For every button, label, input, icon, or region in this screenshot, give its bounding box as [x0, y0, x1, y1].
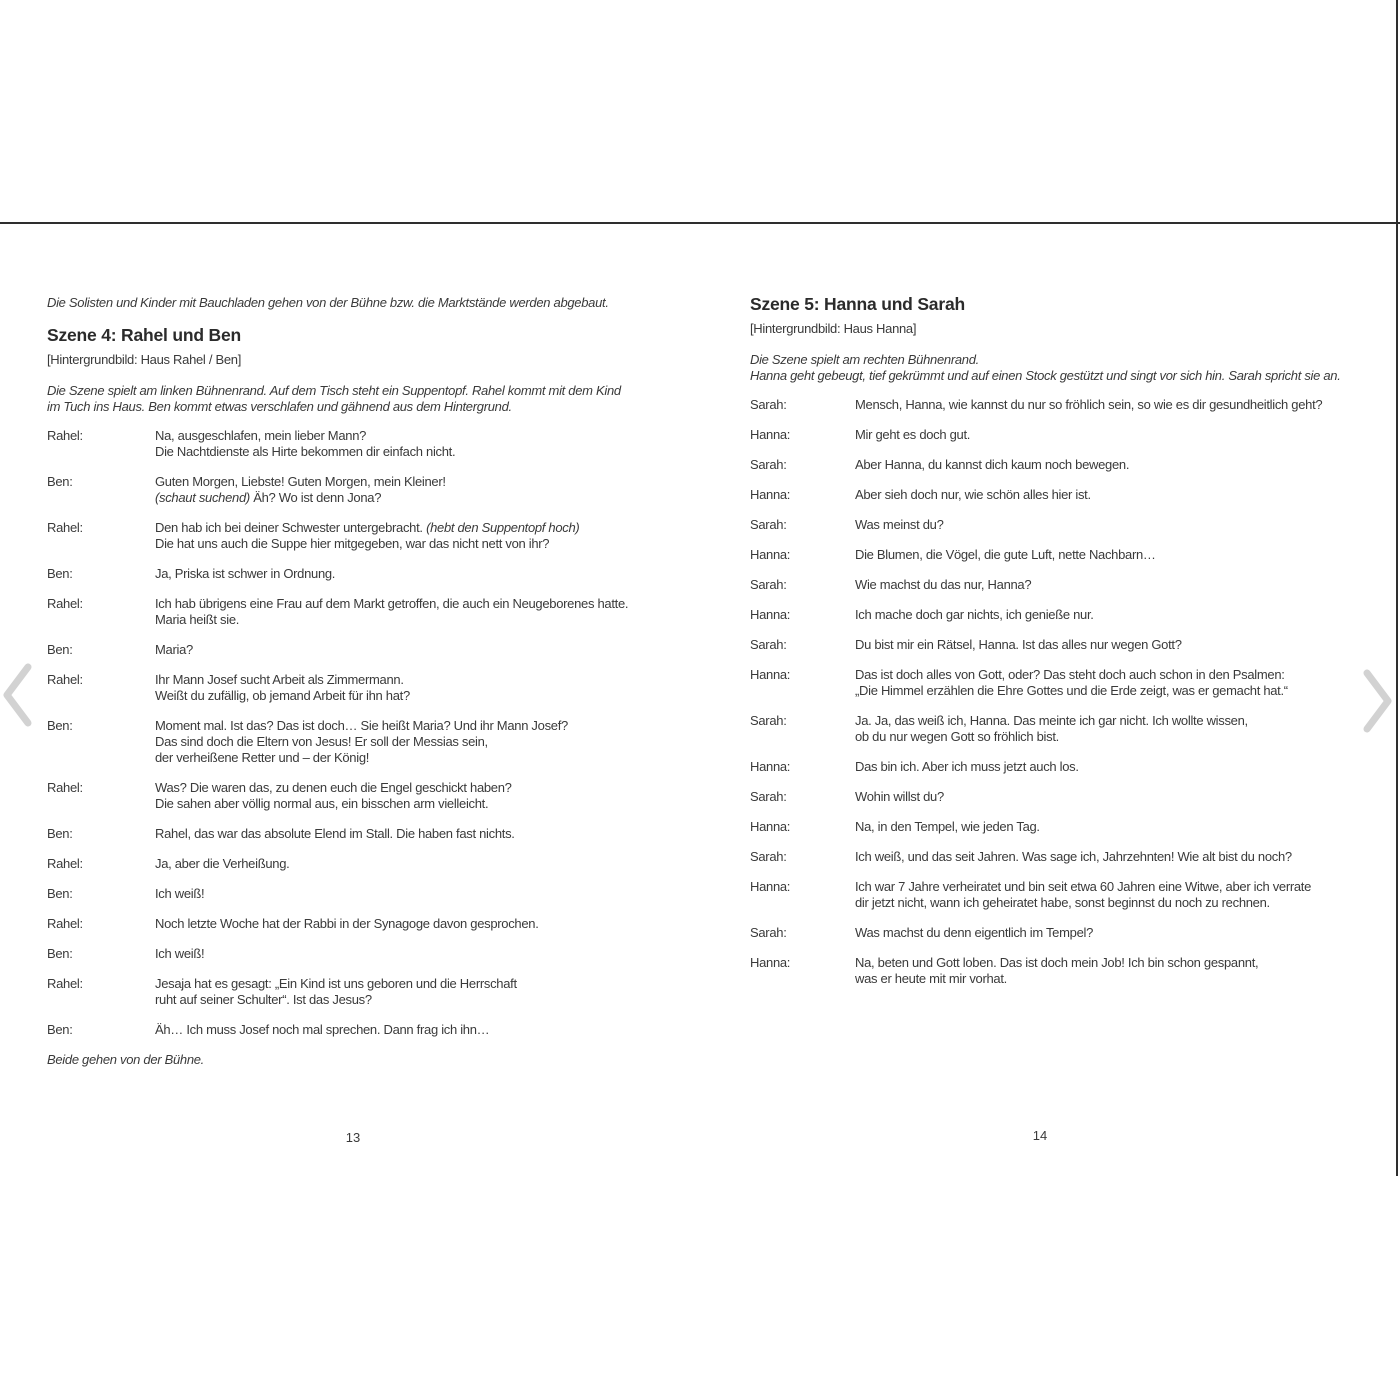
dialogue-text: [855, 517, 1350, 533]
dialogue-row: [750, 607, 1350, 623]
speaker-label: Sarah:: [750, 849, 787, 864]
dialogue-row: [750, 759, 1350, 775]
dialogue-line: Rahel, das war das absolute Elend im Stall. Die haben fast nichts.: [155, 826, 515, 841]
speaker-label: Hanna:: [750, 667, 791, 682]
speaker-label: Ben:: [47, 566, 73, 581]
dialogue-line: Das ist doch alles von Gott, oder? Das steht doch auch schon in den Psalmen:: [855, 667, 1285, 682]
dialogue-row: [750, 713, 1350, 745]
speaker-label: Rahel:: [47, 428, 83, 443]
dialogue-row: [750, 879, 1350, 911]
speaker-label: Ben:: [47, 1022, 73, 1037]
dialogue-text: [155, 642, 687, 658]
dialogue-row: [750, 547, 1350, 563]
dialogue-text: [155, 780, 687, 812]
dialogue-line: Die hat uns auch die Suppe hier mitgegeben, war das nicht nett von ihr?: [155, 536, 550, 551]
speaker-label: Hanna:: [750, 759, 791, 774]
scene-direction: [47, 383, 687, 415]
dialogue-line: Ich hab übrigens eine Frau auf dem Markt getroffen, die auch ein Neugeborenes hatte.: [155, 596, 629, 611]
dialogue-row: [47, 566, 687, 582]
speaker-label: Sarah:: [750, 457, 787, 472]
speaker-label: Ben:: [47, 474, 73, 489]
chevron-right-icon: [1360, 666, 1394, 736]
dialogue-line: Mensch, Hanna, wie kannst du nur so fröhlich sein, so wie es dir gesundheitlich geht?: [855, 397, 1323, 412]
dialogue-text: [855, 637, 1350, 653]
dialogue-line: Wie machst du das nur, Hanna?: [855, 577, 1032, 592]
dialogue-list: [750, 397, 1350, 987]
dialogue-line: Maria?: [155, 642, 193, 657]
dialogue-line: Ihr Mann Josef sucht Arbeit als Zimmermann.: [155, 672, 404, 687]
speaker-label: Hanna:: [750, 487, 791, 502]
dialogue-row: [47, 596, 687, 628]
dialogue-text: [855, 577, 1350, 593]
dialogue-row: [47, 672, 687, 704]
dialogue-line: Ich weiß, und das seit Jahren. Was sage ich, Jahrzehnten! Wie alt bist du noch?: [855, 849, 1292, 864]
speaker-label: Sarah:: [750, 577, 787, 592]
dialogue-row: [750, 925, 1350, 941]
dialogue-row: [47, 642, 687, 658]
background-image-note: [Hintergrundbild: Haus Hanna]: [750, 321, 917, 336]
dialogue-line: „Die Himmel erzählen die Ehre Gottes und die Erde zeigt, was er gemacht hat.“: [855, 683, 1288, 698]
chevron-left-icon: [1, 660, 35, 730]
dialogue-line: Das sind doch die Eltern von Jesus! Er soll der Messias sein,: [155, 734, 488, 749]
dialogue-line: Ich war 7 Jahre verheiratet und bin seit etwa 60 Jahren eine Witwe, aber ich verrate: [855, 879, 1312, 894]
dialogue-line: Was? Die waren das, zu denen euch die Engel geschickt haben?: [155, 780, 512, 795]
speaker-label: Ben:: [47, 642, 73, 657]
dialogue-line: Jesaja hat es gesagt: „Ein Kind ist uns geboren und die Herrschaft: [155, 976, 517, 991]
dialogue-line: Ich weiß!: [155, 946, 205, 961]
script-page-13: [47, 295, 687, 1145]
dialogue-text: [855, 397, 1350, 413]
dialogue-text: [155, 672, 687, 704]
top-divider-line: [0, 222, 1400, 224]
dialogue-row: [750, 849, 1350, 865]
speaker-label: Sarah:: [750, 789, 787, 804]
dialogue-line: ob du nur wegen Gott so fröhlich bist.: [855, 729, 1059, 744]
dialogue-line: Was meinst du?: [855, 517, 944, 532]
dialogue-line: Das bin ich. Aber ich muss jetzt auch los.: [855, 759, 1079, 774]
speaker-label: Ben:: [47, 886, 73, 901]
dialogue-text: [855, 427, 1350, 443]
direction-line: Hanna geht gebeugt, tief gekrümmt und auf einen Stock gestützt und singt vor sich hin. Sarah spricht sie an.: [750, 368, 1341, 383]
speaker-label: Rahel:: [47, 672, 83, 687]
dialogue-row: [750, 667, 1350, 699]
dialogue-text: [155, 916, 687, 932]
dialogue-line: der verheißene Retter und – der König!: [155, 750, 370, 765]
speaker-label: Rahel:: [47, 856, 83, 871]
dialogue-row: [47, 916, 687, 932]
dialogue-line: was er heute mit mir vorhat.: [855, 971, 1007, 986]
page-number: 14: [1032, 1128, 1048, 1143]
direction-line: im Tuch ins Haus. Ben kommt etwas verschlafen und gähnend aus dem Hintergrund.: [47, 399, 512, 414]
dialogue-line: Maria heißt sie.: [155, 612, 240, 627]
speaker-label: Sarah:: [750, 925, 787, 940]
dialogue-text: [855, 759, 1350, 775]
speaker-label: Ben:: [47, 946, 73, 961]
dialogue-text: [155, 856, 687, 872]
dialogue-line: Die Blumen, die Vögel, die gute Luft, nette Nachbarn…: [855, 547, 1156, 562]
speaker-label: Hanna:: [750, 427, 791, 442]
dialogue-line: Weißt du zufällig, ob jemand Arbeit für ihn hat?: [155, 688, 410, 703]
dialogue-row: [750, 427, 1350, 443]
speaker-label: Sarah:: [750, 517, 787, 532]
prev-page-button[interactable]: [1, 660, 35, 730]
viewer-right-border: [1396, 0, 1398, 1176]
speaker-label: Hanna:: [750, 879, 791, 894]
dialogue-list: [47, 428, 687, 1038]
dialogue-text: [155, 428, 687, 460]
dialogue-line: Ich weiß!: [155, 886, 205, 901]
dialogue-row: [47, 1022, 687, 1038]
dialogue-line: Den hab ich bei deiner Schwester untergebracht. (hebt den Suppentopf hoch): [155, 520, 580, 535]
dialogue-line: Guten Morgen, Liebste! Guten Morgen, mein Kleiner!: [155, 474, 446, 489]
dialogue-line: Die Nachtdienste als Hirte bekommen dir einfach nicht.: [155, 444, 456, 459]
dialogue-row: [750, 819, 1350, 835]
dialogue-line: Die sahen aber völlig normal aus, ein bisschen arm vielleicht.: [155, 796, 489, 811]
dialogue-text: [855, 487, 1350, 503]
dialogue-text: [155, 474, 687, 506]
speaker-label: Rahel:: [47, 596, 83, 611]
background-image-note: [Hintergrundbild: Haus Rahel / Ben]: [47, 352, 242, 367]
dialogue-text: [855, 713, 1350, 745]
dialogue-line: Ja, aber die Verheißung.: [155, 856, 290, 871]
dialogue-line: Du bist mir ein Rätsel, Hanna. Ist das alles nur wegen Gott?: [855, 637, 1182, 652]
speaker-label: Rahel:: [47, 916, 83, 931]
dialogue-text: [855, 457, 1350, 473]
speaker-label: Rahel:: [47, 976, 83, 991]
dialogue-row: [750, 577, 1350, 593]
dialogue-row: [47, 474, 687, 506]
dialogue-text: [155, 976, 687, 1008]
direction-line: Die Szene spielt am linken Bühnenrand. Auf dem Tisch steht ein Suppentopf. Rahel kommt mit dem Kind: [47, 383, 621, 398]
speaker-label: Rahel:: [47, 780, 83, 795]
speaker-label: Ben:: [47, 718, 73, 733]
speaker-label: Hanna:: [750, 955, 791, 970]
dialogue-row: [750, 637, 1350, 653]
dialogue-row: [750, 955, 1350, 987]
dialogue-text: [155, 566, 687, 582]
dialogue-row: [750, 517, 1350, 533]
dialogue-row: [750, 457, 1350, 473]
dialogue-text: [155, 718, 687, 766]
speaker-label: Sarah:: [750, 713, 787, 728]
dialogue-row: [47, 428, 687, 460]
dialogue-row: [47, 886, 687, 902]
dialogue-row: [47, 976, 687, 1008]
speaker-label: Rahel:: [47, 520, 83, 535]
dialogue-line: Na, in den Tempel, wie jeden Tag.: [855, 819, 1040, 834]
dialogue-text: [855, 849, 1350, 865]
direction-line: Die Szene spielt am rechten Bühnenrand.: [750, 352, 979, 367]
dialogue-text: [855, 925, 1350, 941]
dialogue-row: [47, 826, 687, 842]
stage-direction-outro: Beide gehen von der Bühne.: [47, 1052, 204, 1067]
next-page-button[interactable]: [1360, 666, 1394, 736]
dialogue-text: [155, 596, 687, 628]
dialogue-text: [155, 826, 687, 842]
dialogue-line: ruht auf seiner Schulter“. Ist das Jesus?: [155, 992, 372, 1007]
dialogue-text: [155, 1022, 687, 1038]
dialogue-row: [750, 397, 1350, 413]
speaker-label: Hanna:: [750, 607, 791, 622]
dialogue-text: [155, 520, 687, 552]
dialogue-row: [47, 780, 687, 812]
dialogue-row: [47, 946, 687, 962]
dialogue-line: Äh… Ich muss Josef noch mal sprechen. Dann frag ich ihn…: [155, 1022, 490, 1037]
dialogue-line: Mir geht es doch gut.: [855, 427, 971, 442]
dialogue-line: Aber Hanna, du kannst dich kaum noch bewegen.: [855, 457, 1130, 472]
dialogue-text: [855, 819, 1350, 835]
dialogue-line: Wohin willst du?: [855, 789, 944, 804]
speaker-label: Hanna:: [750, 547, 791, 562]
dialogue-line: Noch letzte Woche hat der Rabbi in der Synagoge davon gesprochen.: [155, 916, 539, 931]
dialogue-line: Was machst du denn eigentlich im Tempel?: [855, 925, 1094, 940]
page-number: 13: [345, 1130, 361, 1145]
dialogue-line: Ja, Priska ist schwer in Ordnung.: [155, 566, 336, 581]
dialogue-line: Moment mal. Ist das? Das ist doch… Sie heißt Maria? Und ihr Mann Josef?: [155, 718, 568, 733]
dialogue-line: (schaut suchend) Äh? Wo ist denn Jona?: [155, 490, 382, 505]
scene-5-heading: Szene 5: Hanna und Sarah: [750, 294, 965, 314]
dialogue-line: Ich mache doch gar nichts, ich genieße nur.: [855, 607, 1094, 622]
dialogue-line: dir jetzt nicht, wann ich geheiratet habe, sonst beginnst du noch zu rechnen.: [855, 895, 1270, 910]
speaker-label: Hanna:: [750, 819, 791, 834]
speaker-label: Sarah:: [750, 637, 787, 652]
dialogue-row: [47, 856, 687, 872]
dialogue-line: Na, beten und Gott loben. Das ist doch mein Job! Ich bin schon gespannt,: [855, 955, 1259, 970]
dialogue-row: [47, 718, 687, 766]
dialogue-row: [750, 487, 1350, 503]
dialogue-row: [47, 520, 687, 552]
scene-direction: [750, 352, 1350, 384]
dialogue-line: Ja. Ja, das weiß ich, Hanna. Das meinte ich gar nicht. Ich wollte wissen,: [855, 713, 1248, 728]
dialogue-row: [750, 789, 1350, 805]
dialogue-text: [855, 955, 1350, 987]
dialogue-text: [855, 607, 1350, 623]
speaker-label: Sarah:: [750, 397, 787, 412]
dialogue-text: [155, 886, 687, 902]
script-page-14: [750, 293, 1350, 1143]
dialogue-text: [855, 879, 1350, 911]
scene-4-heading: Szene 4: Rahel und Ben: [47, 325, 241, 345]
speaker-label: Ben:: [47, 826, 73, 841]
stage-direction-intro: Die Solisten und Kinder mit Bauchladen gehen von der Bühne bzw. die Marktstände werden abgebaut.: [47, 295, 609, 310]
dialogue-text: [855, 667, 1350, 699]
dialogue-text: [155, 946, 687, 962]
dialogue-line: Aber sieh doch nur, wie schön alles hier ist.: [855, 487, 1091, 502]
dialogue-text: [855, 789, 1350, 805]
dialogue-text: [855, 547, 1350, 563]
dialogue-line: Na, ausgeschlafen, mein lieber Mann?: [155, 428, 367, 443]
